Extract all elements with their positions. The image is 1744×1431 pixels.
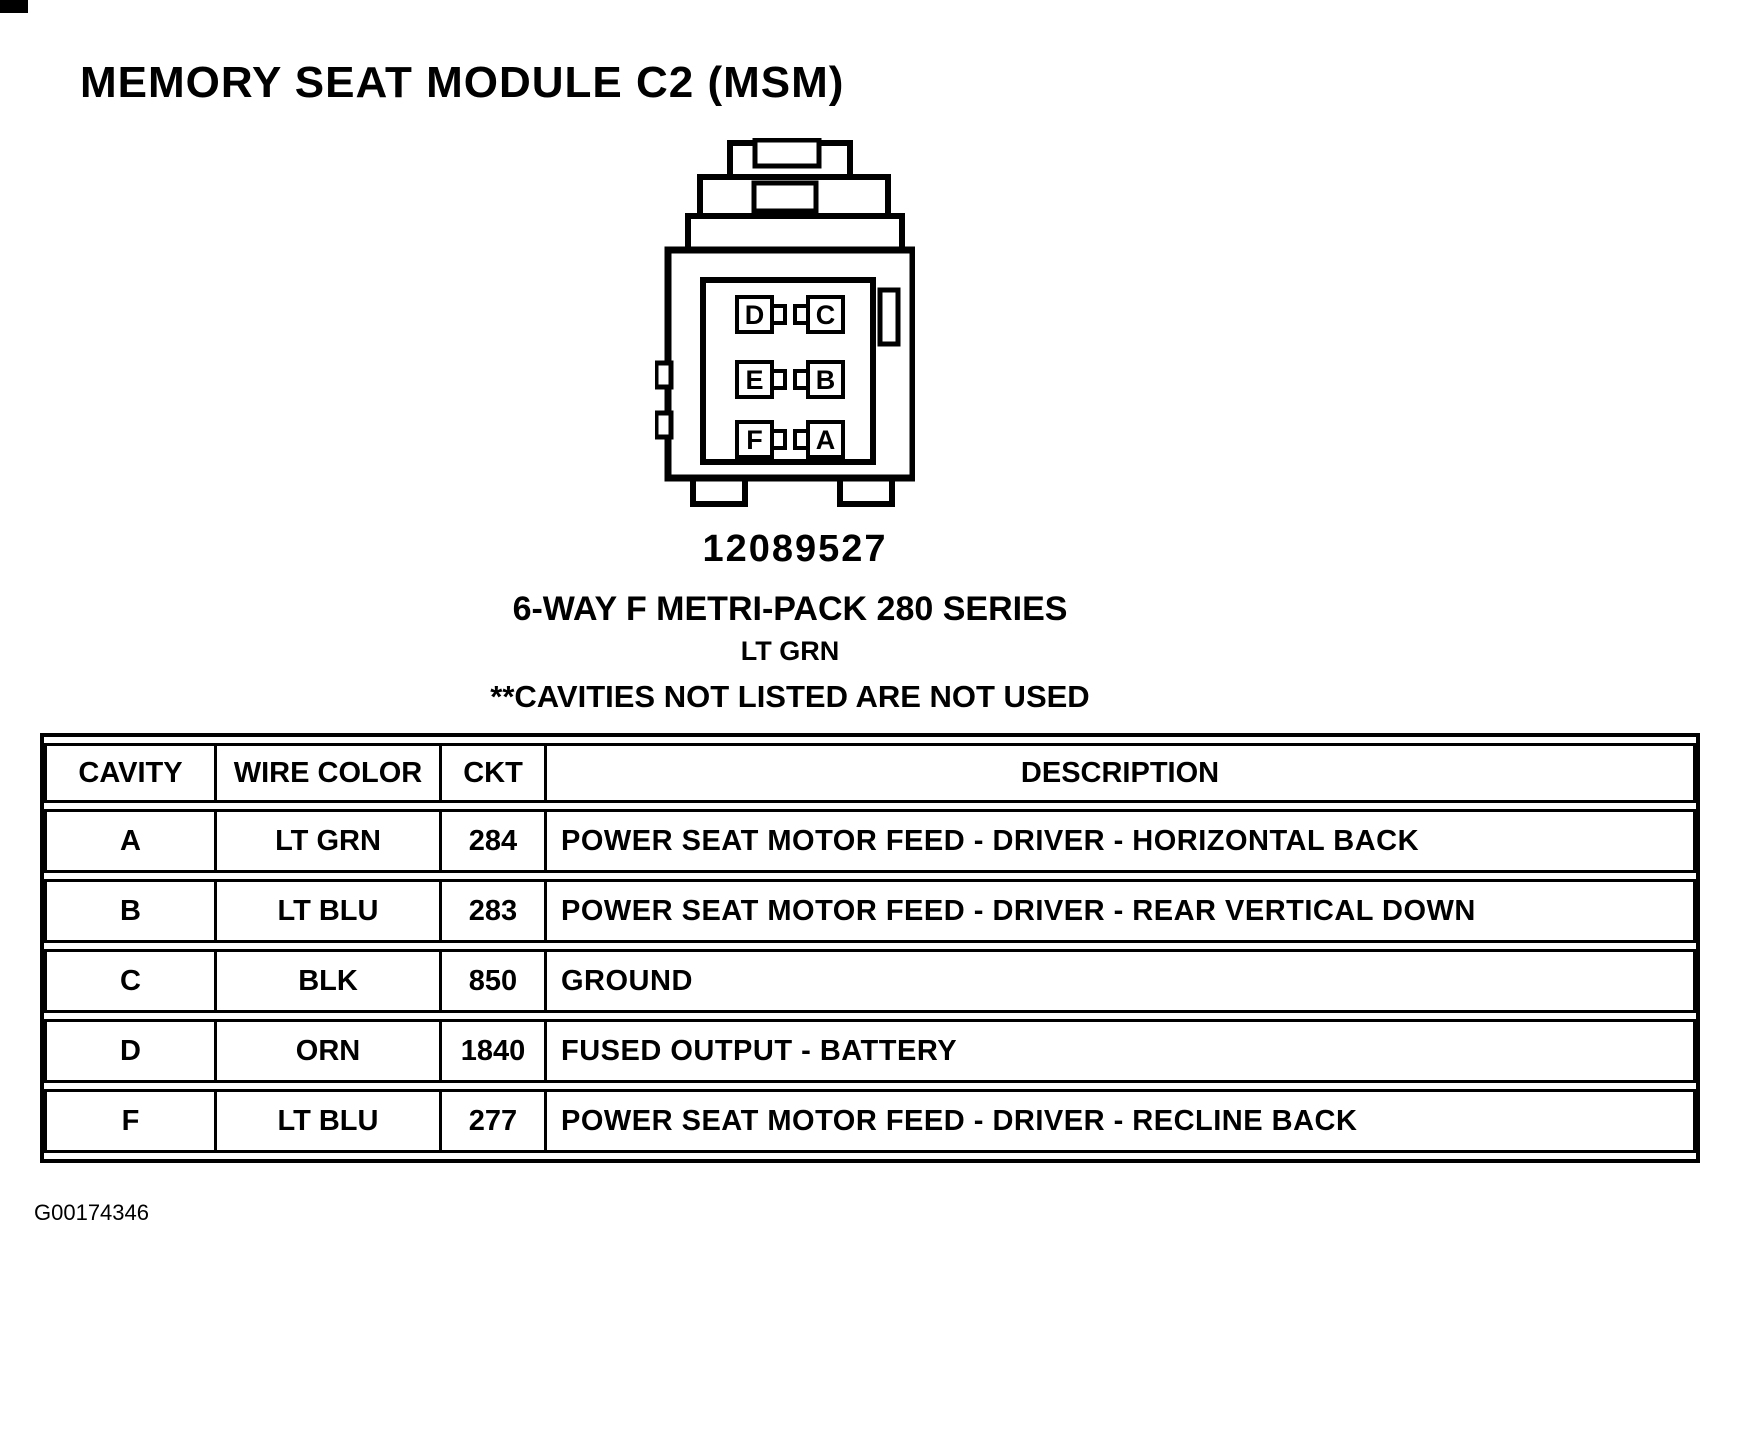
cell-cavity: F xyxy=(44,1089,214,1153)
connector-diagram xyxy=(655,138,915,508)
scan-artifact xyxy=(0,0,28,13)
cell-ckt: 283 xyxy=(439,879,544,943)
latch-notch xyxy=(755,140,819,166)
pinout-table xyxy=(40,733,1700,1163)
cavities-note: **CAVITIES NOT LISTED ARE NOT USED xyxy=(490,679,1090,714)
page-title: MEMORY SEAT MODULE C2 (MSM) xyxy=(80,58,845,107)
table-row xyxy=(44,949,1696,1013)
figure-id: G00174346 xyxy=(34,1200,149,1225)
cell-ckt: 277 xyxy=(439,1089,544,1153)
cavity-area xyxy=(703,280,873,462)
cavity-label-D: D xyxy=(744,300,765,330)
cell-wire-color: LT BLU xyxy=(214,879,439,943)
side-tab-lower xyxy=(656,413,671,437)
cell-wire-color: LT GRN xyxy=(214,809,439,873)
cell-description: POWER SEAT MOTOR FEED - DRIVER - RECLINE BACK xyxy=(544,1089,1696,1153)
table-row xyxy=(44,1019,1696,1083)
terminal-nub-E xyxy=(772,371,785,388)
cell-cavity: C xyxy=(44,949,214,1013)
col-header-description: DESCRIPTION xyxy=(544,743,1696,803)
cell-description: POWER SEAT MOTOR FEED - DRIVER - HORIZONTAL BACK xyxy=(544,809,1696,873)
terminal-nub-F xyxy=(772,431,785,448)
cell-ckt: 284 xyxy=(439,809,544,873)
cell-cavity: A xyxy=(44,809,214,873)
connector-color: LT GRN xyxy=(740,636,840,666)
cavity-label-F: F xyxy=(746,425,763,455)
connector-figure xyxy=(655,138,915,508)
cell-description: FUSED OUTPUT - BATTERY xyxy=(544,1019,1696,1083)
cell-description: GROUND xyxy=(544,949,1696,1013)
table-row xyxy=(44,879,1696,943)
cell-wire-color: BLK xyxy=(214,949,439,1013)
side-tab-upper xyxy=(656,363,671,387)
cell-ckt: 1840 xyxy=(439,1019,544,1083)
cell-description: POWER SEAT MOTOR FEED - DRIVER - REAR VERTICAL DOWN xyxy=(544,879,1696,943)
col-header-wire-color: WIRE COLOR xyxy=(214,743,439,803)
part-number: 12089527 xyxy=(702,528,888,570)
table-row xyxy=(44,1089,1696,1153)
key-slot xyxy=(880,290,898,344)
cell-wire-color: LT BLU xyxy=(214,1089,439,1153)
cell-ckt: 850 xyxy=(439,949,544,1013)
cavity-label-C: C xyxy=(815,300,836,330)
connector-series: 6-WAY F METRI-PACK 280 SERIES xyxy=(512,590,1068,628)
cell-wire-color: ORN xyxy=(214,1019,439,1083)
terminal-nub-D xyxy=(772,306,785,323)
cavity-label-A: A xyxy=(815,425,836,455)
latch-button xyxy=(754,183,816,211)
col-header-cavity: CAVITY xyxy=(44,743,214,803)
table-row xyxy=(44,809,1696,873)
cavity-label-E: E xyxy=(745,365,764,395)
col-header-ckt: CKT xyxy=(439,743,544,803)
cell-cavity: D xyxy=(44,1019,214,1083)
cell-cavity: B xyxy=(44,879,214,943)
cavity-label-B: B xyxy=(815,365,836,395)
header-row xyxy=(44,743,1696,803)
